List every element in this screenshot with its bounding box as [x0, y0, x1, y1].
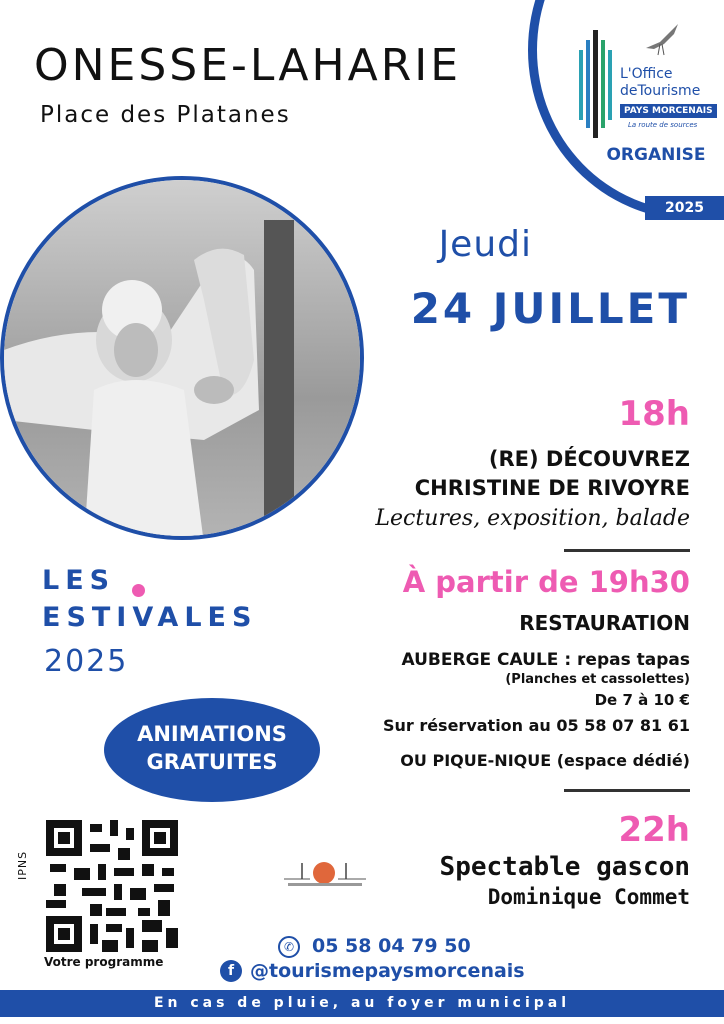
- phone-icon: ✆: [278, 936, 300, 958]
- art-logo-icon: [280, 855, 370, 891]
- facebook-icon: f: [220, 960, 242, 982]
- animations-gratuites-badge: [104, 698, 320, 802]
- town-title: ONESSE-LAHARIE: [34, 40, 462, 91]
- ipns-label: IPNS: [16, 850, 29, 880]
- time-22h: 22h: [618, 810, 690, 850]
- time-18h: 18h: [618, 394, 690, 434]
- event-day: Jeudi: [438, 224, 532, 265]
- estivales-title: ESTIVALES: [42, 602, 258, 633]
- facebook-handle[interactable]: @tourismepaysmorcenais: [250, 960, 525, 982]
- decouvrez-line-1: (RE) DÉCOUVREZ: [488, 447, 690, 471]
- piquenique-line: OU PIQUE-NIQUE (espace dédié): [400, 751, 690, 770]
- estivales-year: 2025: [44, 644, 129, 679]
- auberge-line: AUBERGE CAULE : repas tapas: [401, 650, 690, 670]
- restauration-heading: RESTAURATION: [519, 611, 690, 635]
- office-logo-bars-icon: [577, 30, 617, 138]
- spectacle-line-2: Dominique Commet: [487, 885, 690, 909]
- pink-dot-icon: [132, 584, 145, 597]
- place-subtitle: Place des Platanes: [40, 102, 291, 128]
- phone-number[interactable]: 05 58 04 79 50: [312, 935, 471, 957]
- decouvrez-line-2: CHRISTINE DE RIVOYRE: [414, 476, 690, 500]
- reservation-line: Sur réservation au 05 58 07 81 61: [382, 716, 690, 735]
- planches-line: (Planches et cassolettes): [505, 672, 690, 687]
- estivales-les: LES: [42, 565, 116, 596]
- pays-label: PAYS MORCENAIS: [620, 104, 717, 118]
- badge-year: 2025: [645, 196, 724, 220]
- spectacle-line-1: Spectable gascon: [439, 852, 690, 882]
- animations-line-1: ANIMATIONS: [137, 722, 287, 746]
- qr-code-icon[interactable]: [46, 820, 178, 952]
- divider-1: [564, 549, 690, 552]
- office-tagline: La route de sources: [628, 121, 698, 129]
- divider-2: [564, 789, 690, 792]
- footer-banner: En cas de pluie, au foyer municipal: [0, 990, 724, 1017]
- lectures-line: Lectures, exposition, balade: [375, 506, 690, 531]
- office-label-2: deTourisme: [620, 83, 701, 99]
- price-line: De 7 à 10 €: [594, 691, 690, 709]
- time-19h30: À partir de 19h30: [402, 565, 690, 599]
- qr-caption: Votre programme: [44, 955, 164, 969]
- animations-line-2: GRATUITES: [146, 750, 278, 774]
- office-label-1: L'Office: [620, 66, 673, 82]
- crane-bird-icon: [642, 22, 682, 56]
- organise-label: ORGANISE: [606, 145, 706, 165]
- event-date: 24 JUILLET: [410, 284, 690, 333]
